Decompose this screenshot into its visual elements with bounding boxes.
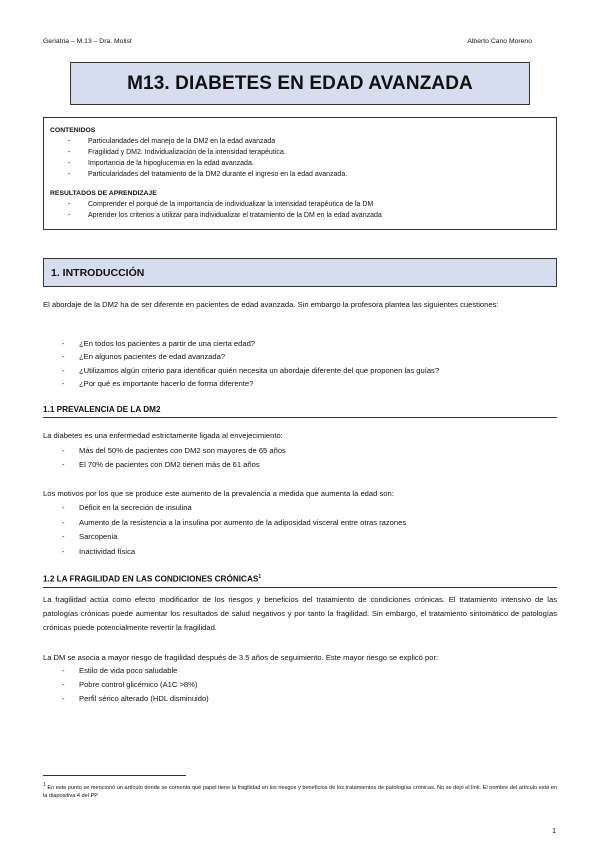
section-title: 1. INTRODUCCIÓN	[51, 266, 145, 279]
bullet-list	[43, 664, 557, 706]
bullet-list	[43, 444, 557, 472]
list-item: - ¿Utilizamos algún criterio para identificar quién necesita un abordaje diferente del que proponen las guías?	[43, 364, 557, 377]
header-left: Geriatria – M.13 – Dra. Molist	[43, 38, 132, 45]
list-item: - Aprender los criterios a utilizar para individualizar el tratamiento de la DM en la edad avanzada	[50, 210, 550, 221]
list-item: - ¿Por qué es importante hacerlo de forma diferente?	[43, 377, 557, 390]
list-item: - Perfil sérico alterado (HDL disminuido)	[43, 692, 557, 706]
list-item: - ¿En algunos pacientes de edad avanzada?	[43, 350, 557, 363]
footnote-mark: 1	[43, 782, 46, 788]
paragraph: La diabetes es una enfermedad estrictamente ligada al envejecimiento:	[43, 431, 283, 440]
list-item: - Comprender el porqué de la importancia de individualizar la intensidad terapéutica de la DM	[50, 199, 550, 210]
header-right: Alberto Cano Moreno	[467, 38, 532, 45]
contents-list	[50, 136, 550, 180]
list-item: - Más del 50% de pacientes con DM2 son mayores de 65 años	[43, 444, 557, 458]
list-item: - Sarcopenia	[43, 530, 557, 545]
footnote-text: En este punto se mencionó un artículo donde se comenta qué papel tiene la fragilidad en los riesgos y beneficios de los tratamientos de patologías crónicas. No se dejó el link. El nombre del artículo está en la diapositiva 4 del PP	[43, 784, 557, 799]
results-label: RESULTADOS DE APRENDIZAJE	[50, 190, 157, 197]
list-item: - Fragilidad y DM2. Individualización de la intensidad terapéutica.	[50, 147, 550, 158]
list-item: - Pobre control glicémico (A1C >8%)	[43, 678, 557, 692]
subsection-header	[43, 574, 557, 588]
list-item: - El 70% de pacientes con DM2 tienen más de 61 años	[43, 458, 557, 472]
list-item: - Aumento de la resistencia a la insulina por aumento de la adiposidad visceral entre otras razones	[43, 516, 557, 531]
questions-list	[43, 337, 557, 390]
subsection-title: 1.2 LA FRAGILIDAD EN LAS CONDICIONES CRÓNICAS	[43, 574, 259, 584]
paragraph: Los motivos por los que se produce este aumento de la prevalencia a medida que aumenta la edad son:	[43, 489, 394, 498]
list-item: - Déficit en la secreción de insulina	[43, 501, 557, 516]
list-item: - ¿En todos los pacientes a partir de una cierta edad?	[43, 337, 557, 350]
footnote-ref[interactable]: 1	[258, 574, 262, 580]
bullet-list	[43, 501, 557, 559]
paragraph: La fragilidad actúa como efecto modificador de los riesgos y beneficios del tratamiento de condiciones crónicas. El tratamiento intensivo de las patologías crónicas puede aumentar los resultados de salud negativos y por tanto la fragilidad. Sin embargo, el tratamiento sintomático de patologías crónicas puede potencialmente revertir la fragilidad.	[43, 595, 557, 632]
results-list	[50, 199, 550, 221]
footnote-divider	[43, 775, 186, 776]
paragraph: La DM se asocia a mayor riesgo de fragilidad después de 3.5 años de seguimiento. Este mayor riesgo se explicó por:	[43, 653, 439, 662]
list-item: - Particularidades del manejo de la DM2 en la edad avanzada	[50, 136, 550, 147]
subsection-header: 1.1 PREVALENCIA DE LA DM2	[43, 405, 557, 418]
list-item: - Particularidades del tratamiento de la DM2 durante el ingreso en la edad avanzada.	[50, 169, 550, 180]
page-title: M13. DIABETES EN EDAD AVANZADA	[127, 72, 473, 94]
title-box	[70, 62, 530, 105]
list-item: - Inactividad física	[43, 545, 557, 560]
contents-box	[43, 117, 557, 230]
intro-paragraph: El abordaje de la DM2 ha de ser diferente en pacientes de edad avanzada. Sin embargo la profesora plantea las siguientes cuestiones:	[43, 300, 499, 309]
contents-label: CONTENIDOS	[50, 127, 96, 134]
footnote	[43, 781, 557, 800]
list-item: - Importancia de la hipoglucemia en la edad avanzada.	[50, 158, 550, 169]
section-header	[43, 258, 557, 287]
page-number: 1	[552, 828, 556, 835]
list-item: - Estilo de vida poco saludable	[43, 664, 557, 678]
